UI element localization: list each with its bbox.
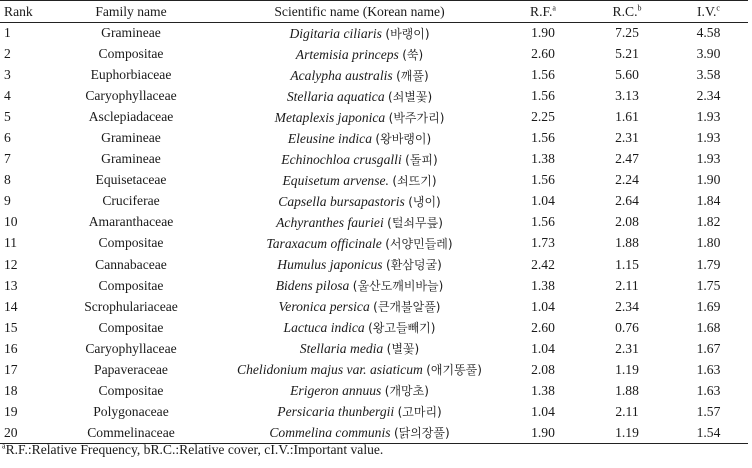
family-cell: Compositae xyxy=(98,235,164,251)
scientific-cell xyxy=(218,107,501,128)
scientific-cell xyxy=(218,359,501,380)
header-rank-label: Rank xyxy=(4,3,33,19)
rank-cell: 2 xyxy=(4,46,11,62)
header-rf xyxy=(501,1,585,23)
table-row xyxy=(0,296,748,317)
iv-cell: 1.79 xyxy=(696,256,721,272)
rank-cell: 18 xyxy=(4,382,18,398)
iv-cell: 1.69 xyxy=(696,298,721,314)
korean-name: (쇠별꽃) xyxy=(388,89,433,104)
scientific-name: Persicaria thunbergii xyxy=(277,404,395,420)
rf-cell: 1.56 xyxy=(531,214,555,230)
scientific-name: Metaplexis japonica xyxy=(274,109,386,125)
rank-cell: 4 xyxy=(4,88,11,104)
table-row xyxy=(0,65,748,86)
family-cell: Gramineae xyxy=(101,25,161,41)
rc-cell: 2.34 xyxy=(615,298,639,314)
scientific-cell xyxy=(218,380,501,401)
rc-cell: 2.31 xyxy=(615,340,639,356)
rank-cell: 15 xyxy=(4,319,18,335)
rf-cell: 2.25 xyxy=(531,109,555,125)
iv-cell: 1.82 xyxy=(696,214,721,230)
rf-cell: 1.90 xyxy=(501,422,585,443)
rank-cell: 7 xyxy=(4,151,11,167)
rank-cell: 6 xyxy=(4,130,11,146)
scientific-name: Stellaria aquatica xyxy=(286,88,385,104)
korean-name: (서양민들레) xyxy=(385,236,453,251)
rc-cell: 2.24 xyxy=(615,172,639,188)
family-cell: Caryophyllaceae xyxy=(85,88,177,104)
iv-cell: 1.68 xyxy=(696,319,721,335)
header-scientific xyxy=(218,1,501,23)
table-row xyxy=(0,359,748,380)
header-family xyxy=(44,1,218,23)
table-row xyxy=(0,44,748,65)
rf-cell: 2.60 xyxy=(531,46,555,62)
iv-cell: 1.84 xyxy=(696,193,721,209)
rc-cell: 1.15 xyxy=(615,256,639,272)
table-row xyxy=(0,254,748,275)
family-cell: Commelinaceae xyxy=(44,422,218,443)
header-rc-sup: b xyxy=(637,2,642,12)
korean-name: (박주가리) xyxy=(388,110,445,125)
scientific-cell xyxy=(218,44,501,65)
korean-name: (별꽃) xyxy=(386,342,420,357)
header-rc-label: R.C. xyxy=(612,3,638,19)
family-cell: Cruciferae xyxy=(102,193,160,209)
table-row xyxy=(0,128,748,149)
rf-cell: 1.04 xyxy=(531,403,555,419)
rf-cell: 2.60 xyxy=(531,319,555,335)
korean-name: (왕고들빼기) xyxy=(368,321,436,336)
korean-name: (닭의장풀) xyxy=(393,426,450,441)
scientific-name: Digitaria ciliaris xyxy=(289,25,382,41)
family-cell: Polygonaceae xyxy=(93,403,169,419)
scientific-name: Acalypha australis xyxy=(290,67,393,83)
rf-cell: 1.38 xyxy=(531,277,555,293)
table-row xyxy=(0,317,748,338)
rf-cell: 1.04 xyxy=(531,298,555,314)
family-cell: Cannabaceae xyxy=(95,256,167,272)
iv-cell: 1.63 xyxy=(696,382,721,398)
family-cell: Compositae xyxy=(98,319,164,335)
family-cell: Euphorbiaceae xyxy=(90,67,172,83)
scientific-name: Humulus japonicus xyxy=(277,257,383,273)
header-rf-label: R.F. xyxy=(530,3,553,19)
korean-name: (털쇠무릎) xyxy=(387,215,443,230)
rc-cell: 1.88 xyxy=(615,235,639,251)
iv-cell: 1.93 xyxy=(696,151,721,167)
scientific-cell xyxy=(218,338,501,359)
scientific-name: Lactuca indica xyxy=(283,320,365,336)
rc-cell: 1.88 xyxy=(615,382,639,398)
rc-cell: 7.25 xyxy=(615,25,639,41)
table-row xyxy=(0,170,748,191)
korean-name: (환삼덩굴) xyxy=(386,258,442,273)
korean-name: (냉이) xyxy=(408,194,441,209)
iv-cell: 2.34 xyxy=(696,88,721,104)
table-body xyxy=(0,23,748,444)
scientific-name: Echinochloa crusgalli xyxy=(281,151,402,167)
header-iv xyxy=(669,1,748,23)
family-cell: Equisetaceae xyxy=(95,172,167,188)
scientific-name: Taraxacum officinale xyxy=(266,235,382,251)
iv-cell: 1.90 xyxy=(696,172,721,188)
scientific-name: Equisetum arvense. xyxy=(282,172,389,188)
rc-cell: 2.64 xyxy=(615,193,639,209)
rank-cell: 14 xyxy=(4,298,18,314)
rank-cell: 20 xyxy=(0,422,44,443)
rank-cell: 9 xyxy=(4,193,11,209)
iv-cell: 1.57 xyxy=(696,403,721,419)
scientific-cell xyxy=(218,128,501,149)
table-row xyxy=(0,23,748,44)
rf-cell: 1.56 xyxy=(531,130,555,146)
scientific-cell xyxy=(218,422,501,443)
table-footnote xyxy=(2,442,383,458)
rank-cell: 16 xyxy=(4,340,18,356)
rf-cell: 1.56 xyxy=(531,88,555,104)
rank-cell: 11 xyxy=(4,235,18,251)
rank-cell: 5 xyxy=(4,109,11,125)
rc-cell: 5.21 xyxy=(615,46,639,62)
family-cell: Papaveraceae xyxy=(94,361,168,377)
rc-cell: 5.60 xyxy=(615,67,639,83)
header-family-label: Family name xyxy=(95,3,167,19)
scientific-cell xyxy=(218,401,501,422)
korean-name: (바랭이) xyxy=(385,26,430,41)
scientific-name: Eleusine indica xyxy=(287,130,373,146)
table-row xyxy=(0,422,748,443)
table-row xyxy=(0,86,748,107)
scientific-name: Bidens pilosa xyxy=(275,278,350,294)
scientific-cell xyxy=(218,191,501,212)
footnote-text: R.F.:Relative Frequency, bR.C.:Relative cover, cI.V.:Important value. xyxy=(5,442,384,457)
iv-cell: 4.58 xyxy=(696,25,721,41)
iv-cell: 1.54 xyxy=(669,422,748,443)
scientific-cell xyxy=(218,149,501,170)
korean-name: (돌피) xyxy=(405,152,438,167)
rc-cell: 2.11 xyxy=(615,277,639,293)
rank-cell: 8 xyxy=(4,172,11,188)
scientific-cell xyxy=(218,23,501,44)
rc-cell: 1.61 xyxy=(615,109,639,125)
iv-cell: 3.58 xyxy=(696,67,721,83)
table-row xyxy=(0,233,748,254)
rc-cell: 0.76 xyxy=(615,319,639,335)
rc-cell: 1.19 xyxy=(585,422,669,443)
rc-cell: 2.11 xyxy=(615,403,639,419)
scientific-cell xyxy=(218,86,501,107)
rank-cell: 3 xyxy=(4,67,11,83)
scientific-name: Chelidonium majus var. asiaticum xyxy=(237,362,423,378)
rf-cell: 1.56 xyxy=(531,172,555,188)
korean-name: (울산도깨비바늘) xyxy=(352,279,444,294)
iv-cell: 1.80 xyxy=(696,235,721,251)
scientific-name: Erigeron annuus xyxy=(290,383,382,399)
rf-cell: 1.56 xyxy=(531,67,555,83)
rf-cell: 1.38 xyxy=(531,382,555,398)
korean-name: (애기똥풀) xyxy=(426,363,482,378)
table-row xyxy=(0,107,748,128)
table-row xyxy=(0,401,748,422)
rank-cell: 1 xyxy=(4,25,11,41)
korean-name: (고마리) xyxy=(397,405,442,420)
rc-cell: 1.19 xyxy=(615,361,639,377)
rf-cell: 1.73 xyxy=(531,235,555,251)
scientific-name: Stellaria media xyxy=(299,341,384,357)
scientific-cell xyxy=(218,212,501,233)
scientific-name: Veronica persica xyxy=(278,299,370,315)
iv-cell: 3.90 xyxy=(696,46,721,62)
family-cell: Gramineae xyxy=(101,151,161,167)
rf-cell: 2.08 xyxy=(531,361,555,377)
korean-name: (큰개불알풀) xyxy=(373,300,441,315)
scientific-cell xyxy=(218,275,501,296)
header-row xyxy=(0,1,748,23)
family-cell: Compositae xyxy=(98,46,164,62)
header-iv-label: I.V. xyxy=(697,3,717,19)
rank-cell: 13 xyxy=(4,277,18,293)
scientific-cell xyxy=(218,170,501,191)
family-cell: Compositae xyxy=(98,382,164,398)
rank-cell: 17 xyxy=(4,361,18,377)
family-cell: Caryophyllaceae xyxy=(85,340,177,356)
header-rf-sup: a xyxy=(552,2,556,12)
korean-name: (개망초) xyxy=(384,384,429,399)
family-cell: Gramineae xyxy=(101,130,161,146)
rf-cell: 1.90 xyxy=(531,25,555,41)
korean-name: (왕바랭이) xyxy=(375,131,432,146)
rf-cell: 1.04 xyxy=(531,340,555,356)
family-cell: Scrophulariaceae xyxy=(84,298,178,314)
rank-cell: 10 xyxy=(4,214,18,230)
table-header xyxy=(0,1,748,23)
korean-name: (쑥) xyxy=(402,47,424,62)
header-iv-sup: c xyxy=(716,2,720,12)
rf-cell: 1.04 xyxy=(531,193,555,209)
footnote-sup: a xyxy=(2,441,6,451)
table-row xyxy=(0,212,748,233)
iv-cell: 1.67 xyxy=(696,340,721,356)
rc-cell: 2.31 xyxy=(615,130,639,146)
rank-cell: 19 xyxy=(4,403,18,419)
scientific-name: Capsella bursapastoris xyxy=(278,193,405,209)
header-rc xyxy=(585,1,669,23)
korean-name: (쇠뜨기) xyxy=(392,173,437,188)
table-row xyxy=(0,275,748,296)
table-row xyxy=(0,338,748,359)
header-scientific-label: Scientific name (Korean name) xyxy=(274,3,445,19)
rc-cell: 3.13 xyxy=(615,88,639,104)
family-cell: Asclepiadaceae xyxy=(88,109,174,125)
scientific-cell xyxy=(218,233,501,254)
header-rank xyxy=(0,1,44,23)
iv-cell: 1.93 xyxy=(696,130,721,146)
table-row xyxy=(0,191,748,212)
family-cell: Compositae xyxy=(98,277,164,293)
scientific-name: Artemisia princeps xyxy=(295,46,399,62)
rank-cell: 12 xyxy=(4,256,18,272)
rf-cell: 1.38 xyxy=(531,151,555,167)
family-cell: Amaranthaceae xyxy=(88,214,174,230)
iv-cell: 1.93 xyxy=(696,109,721,125)
scientific-cell xyxy=(218,296,501,317)
scientific-name: Achyranthes fauriei xyxy=(276,214,384,230)
scientific-cell xyxy=(218,317,501,338)
iv-cell: 1.63 xyxy=(696,361,721,377)
scientific-cell xyxy=(218,254,501,275)
korean-name: (깨풀) xyxy=(396,68,429,83)
rc-cell: 2.08 xyxy=(615,214,639,230)
table-row xyxy=(0,149,748,170)
rc-cell: 2.47 xyxy=(615,151,639,167)
scientific-name: Commelina communis xyxy=(269,425,391,441)
table-row xyxy=(0,380,748,401)
iv-cell: 1.75 xyxy=(696,277,721,293)
rf-cell: 2.42 xyxy=(531,256,555,272)
scientific-cell xyxy=(218,65,501,86)
